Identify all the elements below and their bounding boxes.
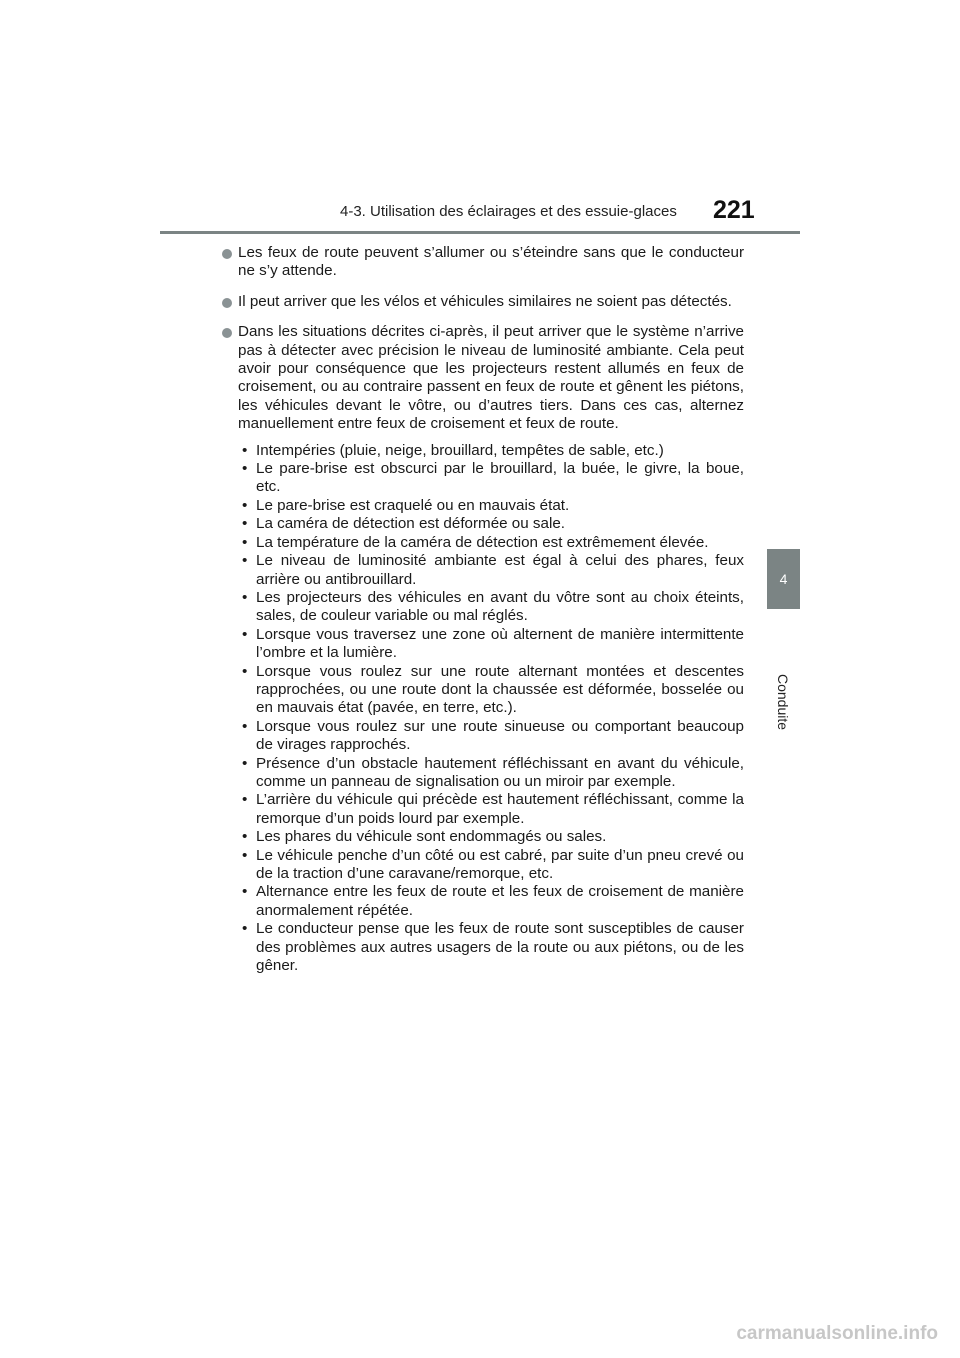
situation-list	[222, 442, 744, 976]
list-item-text: Le niveau de luminosité ambiante est égal à celui des phares, feux arrière ou antibrouillard.	[256, 552, 744, 588]
bullet-text: Les feux de route peuvent s’allumer ou s’éteindre sans que le conducteur ne s’y attende.	[238, 244, 744, 280]
list-item-text: Lorsque vous traversez une zone où alternent de manière intermittente l’ombre et la lumière.	[256, 625, 744, 662]
list-marker: •	[242, 920, 248, 938]
bullet-paragraph	[222, 323, 744, 433]
list-marker: •	[242, 717, 248, 735]
list-marker: •	[242, 515, 248, 533]
list-item-text: Le pare-brise est craquelé ou en mauvais état.	[256, 496, 570, 514]
list-item-text: Intempéries (pluie, neige, brouillard, tempêtes de sable, etc.)	[256, 441, 664, 459]
list-item	[222, 920, 744, 975]
bullet-dot-icon	[222, 298, 232, 308]
list-marker: •	[242, 496, 248, 514]
list-item	[222, 883, 744, 920]
list-marker: •	[242, 754, 248, 772]
bullet-text: Dans les situations décrites ci-après, il peut arriver que le système n’arrive pas à détecter avec précision le niveau de luminosité ambiante. Cela peut avoir pour conséquence que les projecteurs restent allumés en feux de croisement, ou au contraire passent en feux de route et gênent les piétons, les véhicules devant le vôtre, ou d’autres tiers. Dans ces cas, alternez manuellement entre feux de croisement et feux de route.	[238, 323, 744, 433]
list-item-text: Les projecteurs des véhicules en avant du vôtre sont au choix éteints, sales, de couleur variable ou mal réglés.	[256, 588, 744, 625]
chapter-number: 4	[779, 571, 788, 587]
list-item	[222, 552, 744, 589]
list-marker: •	[242, 552, 248, 570]
bullet-dot-icon	[222, 328, 232, 338]
list-item-text: Lorsque vous roulez sur une route sinueuse ou comportant beaucoup de virages rapprochés.	[256, 717, 744, 754]
list-item-text: Le véhicule penche d’un côté ou est cabré, par suite d’un pneu crevé ou de la traction d’une caravane/remorque, etc.	[256, 846, 744, 882]
list-item-text: La caméra de détection est déformée ou sale.	[256, 515, 566, 533]
chapter-tab	[767, 549, 800, 609]
list-marker: •	[242, 883, 248, 901]
bullet-paragraph	[222, 293, 744, 311]
list-item	[222, 497, 744, 515]
page-content	[222, 244, 744, 975]
bullet-text: Il peut arriver que les vélos et véhicules similaires ne soient pas détectés.	[238, 292, 732, 310]
bullet-paragraph	[222, 244, 744, 281]
list-marker: •	[242, 441, 248, 459]
footer-watermark: carmanualsonline.info	[736, 1323, 938, 1344]
list-item-text: La température de la caméra de détection est extrêmement élevée.	[256, 533, 709, 551]
list-item	[222, 663, 744, 718]
list-item	[222, 515, 744, 533]
list-item	[222, 442, 744, 460]
chapter-label: Conduite	[775, 674, 791, 731]
list-item-text: Présence d’un obstacle hautement réfléchissant en avant du véhicule, comme un panneau de signalisation ou un miroir par exemple.	[256, 754, 744, 790]
list-marker: •	[242, 662, 248, 680]
list-marker: •	[242, 846, 248, 864]
list-item-text: Les phares du véhicule sont endommagés ou sales.	[256, 828, 607, 846]
list-item	[222, 828, 744, 846]
list-item	[222, 718, 744, 755]
list-item-text: Le conducteur pense que les feux de route sont susceptibles de causer des problèmes aux autres usagers de la route ou aux piétons, ou de les gêner.	[256, 920, 744, 975]
list-item	[222, 534, 744, 552]
bullet-dot-icon	[222, 249, 232, 259]
list-marker: •	[242, 533, 248, 551]
list-item-text: L’arrière du véhicule qui précède est hautement réfléchissant, comme la remorque d’un poids lourd par exemple.	[256, 791, 744, 827]
list-item	[222, 791, 744, 828]
list-item	[222, 847, 744, 884]
list-marker: •	[242, 791, 248, 809]
list-item	[222, 460, 744, 497]
list-item	[222, 755, 744, 792]
list-marker: •	[242, 828, 248, 846]
list-item	[222, 626, 744, 663]
list-marker: •	[242, 588, 248, 606]
list-marker: •	[242, 460, 248, 478]
list-marker: •	[242, 625, 248, 643]
list-item	[222, 589, 744, 626]
list-item-text: Alternance entre les feux de route et les feux de croisement de manière anormalement répétée.	[256, 883, 744, 919]
list-item-text: Le pare-brise est obscurci par le brouillard, la buée, le givre, la boue, etc.	[256, 460, 744, 496]
header-divider	[160, 231, 800, 234]
page-number: 221	[713, 196, 755, 224]
list-item-text: Lorsque vous roulez sur une route alternant montées et descentes rapprochées, ou une route dont la chaussée est déformée, bosselée ou en mauvais état (pavée, en terre, etc.).	[256, 662, 744, 717]
section-title: 4-3. Utilisation des éclairages et des essuie-glaces	[340, 203, 677, 220]
